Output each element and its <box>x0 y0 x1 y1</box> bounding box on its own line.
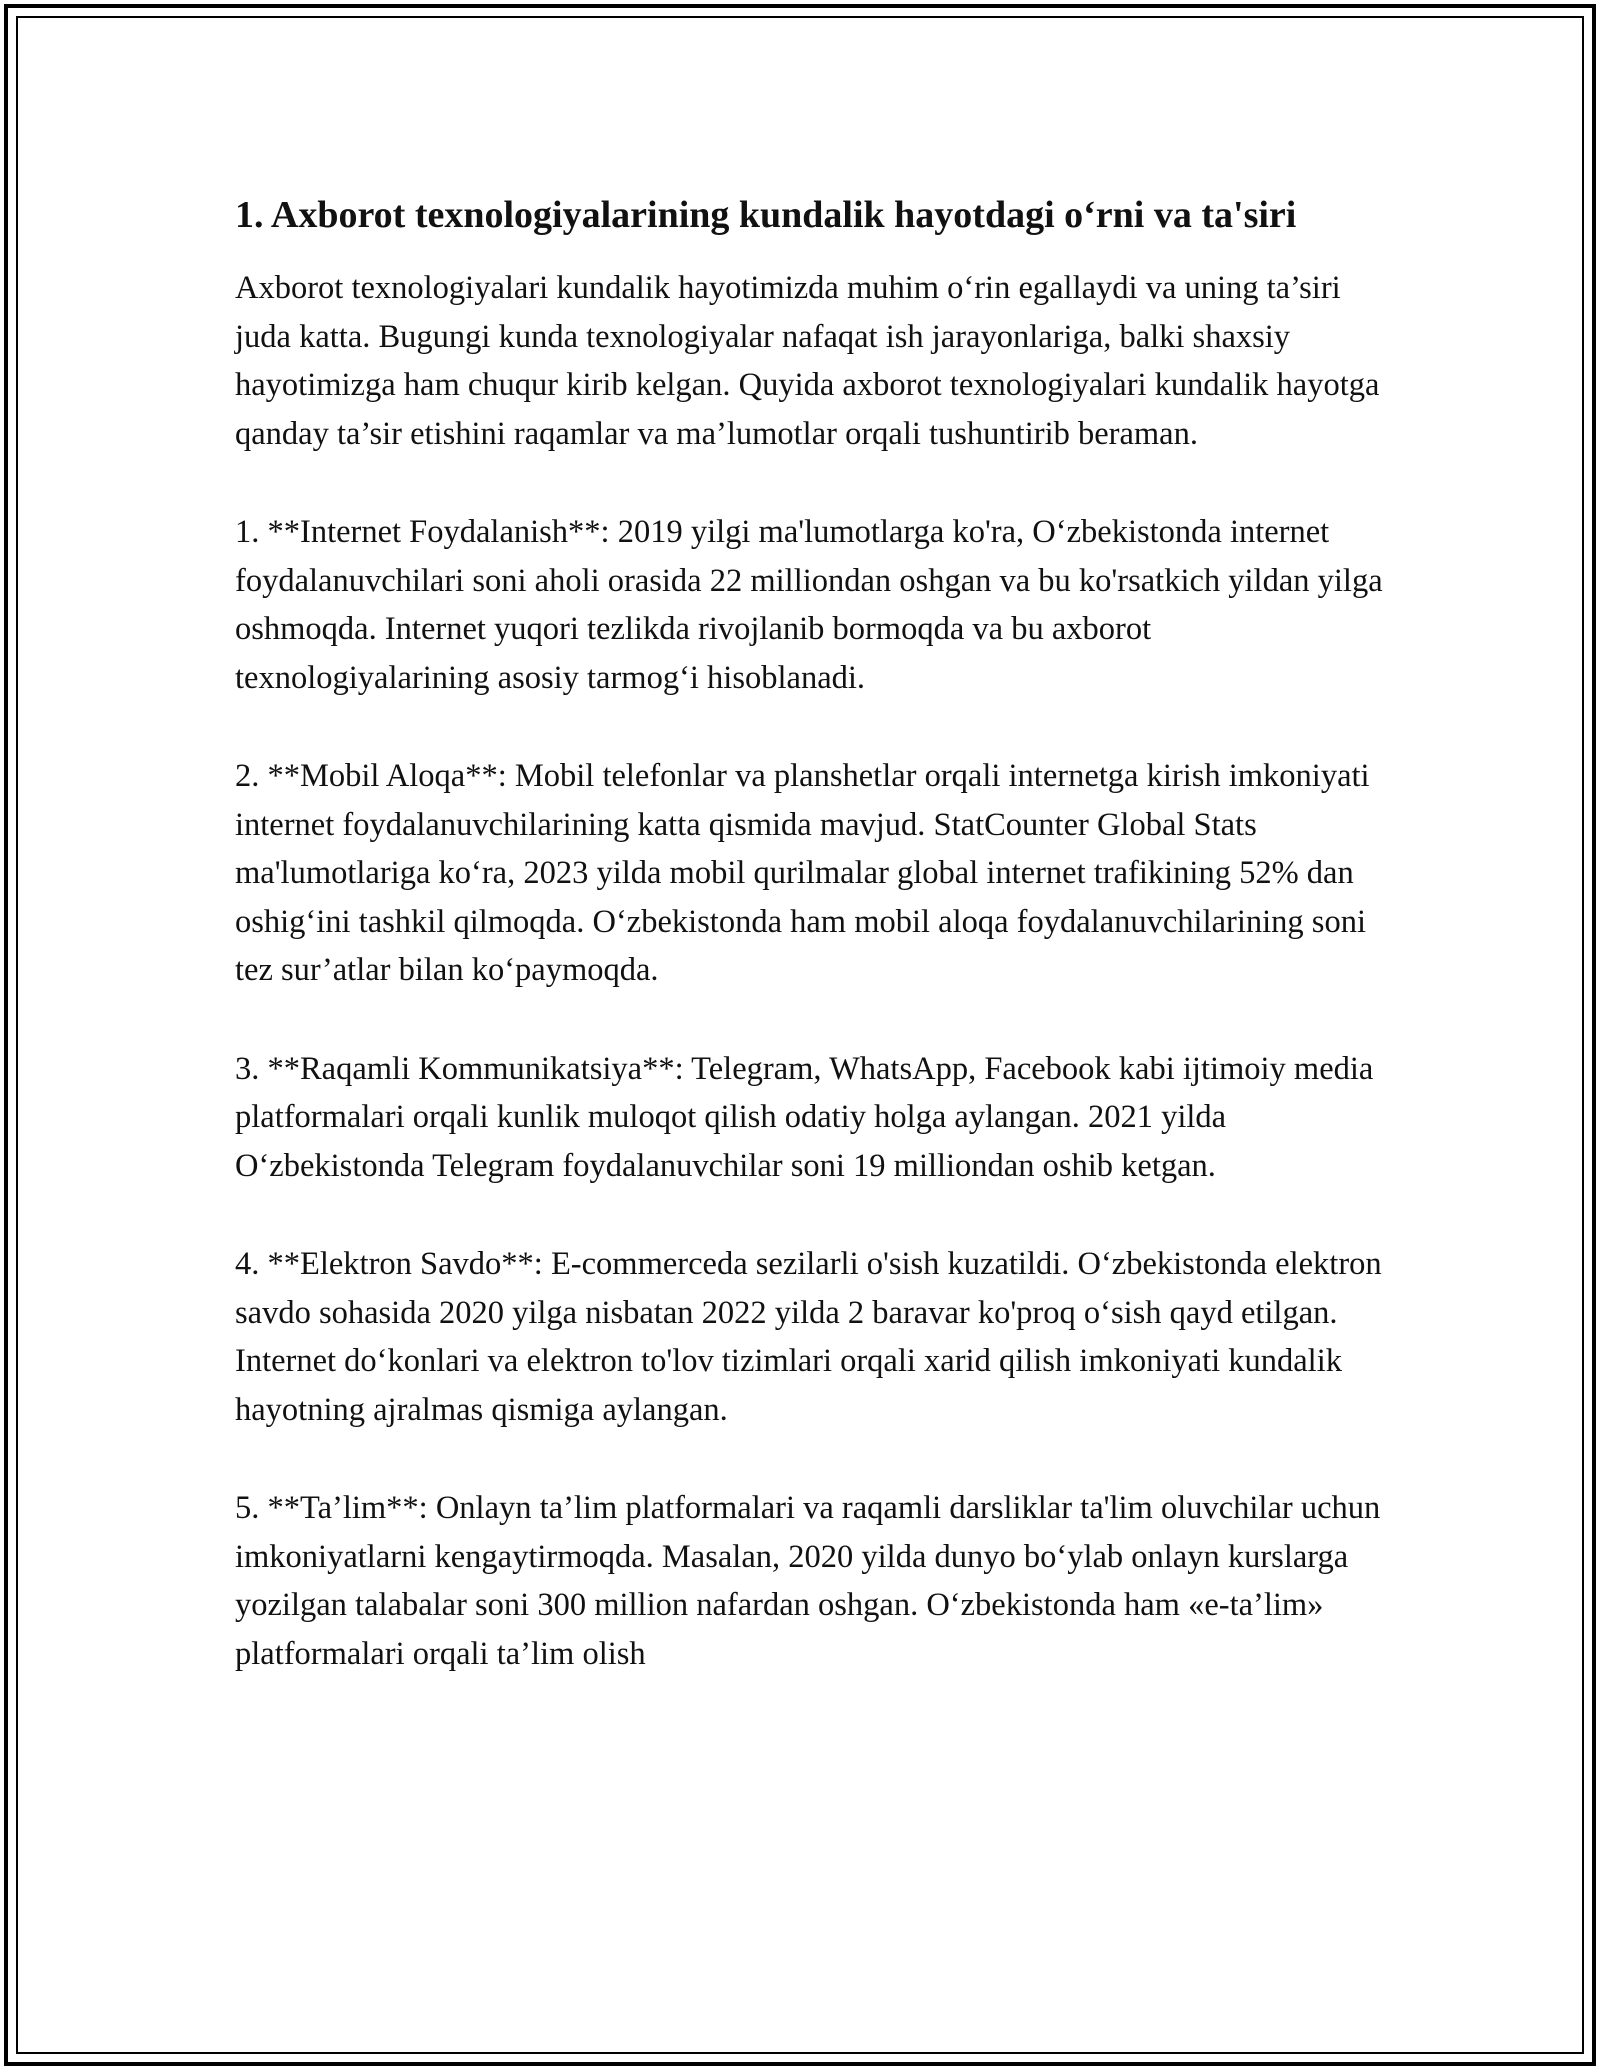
item-education: 5. **Ta’lim**: Onlayn ta’lim platformalari va raqamli darsliklar ta'lim oluvchilar uchun imkoniyatlarni kengaytirmoqda. Masalan, 2020 yilda dunyo bo‘ylab onlayn kurslarga yozilgan talabalar soni 300 million nafardan oshgan. O‘zbekistonda ham «e-ta’lim» platformalari orqali ta’lim olish <box>235 1490 1381 1672</box>
item-ecommerce: 4. **Elektron Savdo**: E-commerceda sezilarli o'sish kuzatildi. O‘zbekistonda elektron savdo sohasida 2020 yilga nisbatan 2022 yilda 2 baravar ko'proq o‘sish qayd etilgan. Internet do‘konlari va elektron to'lov tizimlari orqali xarid qilish imkoniyati kundalik hayotning ajralmas qismiga aylangan. <box>235 1246 1382 1428</box>
document-body <box>235 188 1385 1728</box>
intro-paragraph: Axborot texnologiyalari kundalik hayotimizda muhim o‘rin egallaydi va uning ta’siri juda katta. Bugungi kunda texnologiyalar nafaqat ish jarayonlariga, balki shaxsiy hayotimizga ham chuqur kirib kelgan. Quyida axborot texnologiyalari kundalik hayotga qanday ta’sir etishini raqamlar va ma’lumotlar orqali tushuntirib beraman. <box>235 270 1380 452</box>
item-mobile: 2. **Mobil Aloqa**: Mobil telefonlar va planshetlar orqali internetga kirish imkoniyati internet foydalanuvchilarining katta qismida mavjud. StatCounter Global Stats ma'lumotlariga ko‘ra, 2023 yilda mobil qurilmalar global internet trafikining 52% dan oshig‘ini tashkil qilmoqda. O‘zbekistonda ham mobil aloqa foydalanuvchilarining soni tez sur’atlar bilan ko‘paymoqda. <box>235 758 1370 988</box>
item-internet: 1. **Internet Foydalanish**: 2019 yilgi ma'lumotlarga ko'ra, O‘zbekistonda internet foydalanuvchilari soni aholi orasida 22 milliondan oshgan va bu ko'rsatkich yildan yilga oshmoqda. Internet yuqori tezlikda rivojlanib bormoqda va bu axborot texnologiyalarining asosiy tarmog‘i hisoblanadi. <box>235 514 1383 696</box>
item-communication: 3. **Raqamli Kommunikatsiya**: Telegram, WhatsApp, Facebook kabi ijtimoiy media platformalari orqali kunlik muloqot qilish odatiy holga aylangan. 2021 yilda O‘zbekistonda Telegram foydalanuvchilar soni 19 milliondan oshib ketgan. <box>235 1050 1374 1184</box>
section-title: 1. Axborot texnologiyalarining kundalik hayotdagi o‘rni va ta'siri <box>235 194 1297 236</box>
